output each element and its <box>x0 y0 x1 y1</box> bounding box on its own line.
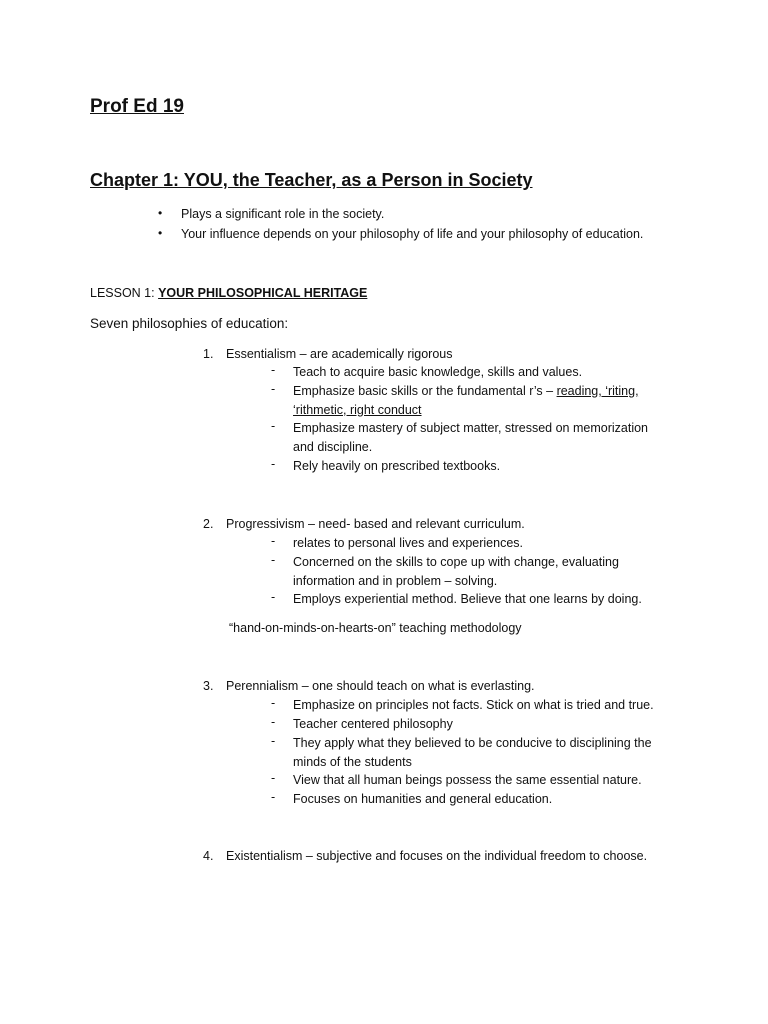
philosophy-point: Emphasize on principles not facts. Stick on what is tried and true. <box>293 698 654 712</box>
dash-marker: - <box>271 553 276 567</box>
dash-marker: - <box>271 457 276 471</box>
chapter-bullet-item: Your influence depends on your philosophy of life and your philosophy of education. <box>181 227 644 241</box>
philosophy-point: Rely heavily on prescribed textbooks. <box>293 459 501 473</box>
dash-marker: - <box>271 382 276 396</box>
bullet-icon: • <box>158 206 163 220</box>
philosophy-point: They apply what they believed to be conducive to disciplining the minds of the students <box>293 736 652 769</box>
philosophy-point: Emphasize mastery of subject matter, stressed on memorization and discipline. <box>293 421 649 454</box>
philosophy-heading: Progressivism – need- based and relevant curriculum. <box>226 517 525 531</box>
dash-marker: - <box>271 534 276 548</box>
dash-marker: - <box>271 363 276 377</box>
philosophy-heading: Existentialism – subjective and focuses on the individual freedom to choose. <box>226 849 648 863</box>
philosophy-number: 2. <box>203 517 214 531</box>
lesson-heading <box>90 284 367 303</box>
dash-marker: - <box>271 790 276 804</box>
dash-marker: - <box>271 590 276 604</box>
philosophy-point: Teach to acquire basic knowledge, skills and values. <box>293 365 583 379</box>
philosophy-number: 3. <box>203 679 214 693</box>
philosophy-point: View that all human beings possess the same essential nature. <box>293 773 642 787</box>
r-point-prefix: Emphasize basic skills or the fundamental r’s – <box>293 384 557 398</box>
r-point-underlined: reading, ‘riting, ‘rithmetic, right conduct <box>293 384 639 417</box>
bullet-icon: • <box>158 226 163 240</box>
philosophy-number: 1. <box>203 347 214 361</box>
philosophy-point <box>293 382 663 419</box>
philosophy-point: Concerned on the skills to cope up with change, evaluating information and in problem – solving. <box>293 555 619 588</box>
philosophy-point: Focuses on humanities and general education. <box>293 792 553 806</box>
dash-marker: - <box>271 771 276 785</box>
dash-marker: - <box>271 696 276 710</box>
lesson-title: YOUR PHILOSOPHICAL HERITAGE <box>158 286 368 300</box>
methodology-note: “hand-on-minds-on-hearts-on” teaching methodology <box>229 621 522 635</box>
philosophy-heading: Essentialism – are academically rigorous <box>226 347 453 361</box>
dash-marker: - <box>271 715 276 729</box>
course-title: Prof Ed 19 <box>90 96 184 117</box>
dash-marker: - <box>271 734 276 748</box>
chapter-bullet-item: Plays a significant role in the society. <box>181 207 385 221</box>
philosophy-point: Employs experiential method. Believe that one learns by doing. <box>293 592 642 606</box>
philosophy-point: relates to personal lives and experiences. <box>293 536 523 550</box>
chapter-title: Chapter 1: YOU, the Teacher, as a Person in Society <box>90 170 533 190</box>
philosophy-heading: Perennialism – one should teach on what is everlasting. <box>226 679 535 693</box>
lesson-prefix: LESSON 1: <box>90 286 159 300</box>
philosophy-point: Teacher centered philosophy <box>293 717 453 731</box>
dash-marker: - <box>271 419 276 433</box>
philosophy-number: 4. <box>203 849 214 863</box>
intro-text: Seven philosophies of education: <box>90 316 289 331</box>
